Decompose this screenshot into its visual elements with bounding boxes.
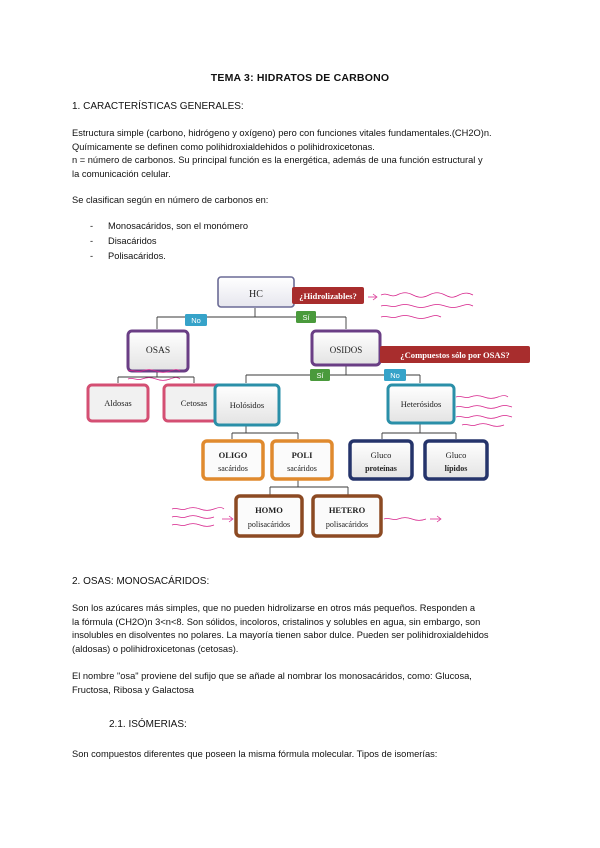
section-2-1-heading: 2.1. ISÓMERIAS: xyxy=(109,719,187,730)
text-line: insolubles en disolventes no polares. La mayoría tienen sabor dulce. Pueden ser polihidroxialdehidos xyxy=(72,630,489,640)
text-line: El nombre "osa" proviene del sufijo que se añade al nombrar los monosacáridos, como: Glucosa, xyxy=(72,671,472,681)
hetero-label: HETERO xyxy=(328,505,366,515)
text-line: la fórmula (CH2O)n 3<n<8. Son sólidos, incoloros, cristalinos y solubles en agua, sin embargo, son xyxy=(72,616,481,627)
glucolipidos-node xyxy=(425,441,487,479)
page-title: TEMA 3: HIDRATOS DE CARBONO xyxy=(210,72,390,84)
si-badge-second xyxy=(310,369,330,381)
section-2-1-paragraph: Son compuestos diferentes que poseen la misma fórmula molecular. Tipos de isomerías: xyxy=(72,749,438,759)
homo-label: HOMO xyxy=(255,505,283,515)
hydrolyzable-question-label: ¿Hidrolizables? xyxy=(299,291,357,301)
homo-sub-label: polisacáridos xyxy=(247,520,291,529)
no-label: No xyxy=(191,316,201,325)
only-osas-question xyxy=(380,346,530,363)
holosidos-node xyxy=(215,385,279,425)
oligosacaridos-node xyxy=(203,441,263,479)
section-2-heading: 2. OSAS: MONOSACÁRIDOS: xyxy=(72,576,210,587)
list-item: - Disacáridos xyxy=(90,234,248,249)
si-badge-top xyxy=(296,311,316,323)
oligo-label: OLIGO xyxy=(218,450,248,460)
only-osas-question-label: ¿Compuestos sólo por OSAS? xyxy=(400,350,510,360)
list-item: - Polisacáridos. xyxy=(90,249,248,264)
si-label: Sí xyxy=(302,313,310,322)
text-line: la comunicación celular. xyxy=(72,168,171,179)
section-2-paragraph-2 xyxy=(72,670,528,697)
poli-label: POLI xyxy=(291,450,313,460)
text-line: Estructura simple (carbono, hidrógeno y oxígeno) pero con funciones vitales fundamentales.(CH2O)n. xyxy=(72,128,492,138)
no-badge-left xyxy=(185,314,207,326)
carbohydrate-classification-diagram xyxy=(72,273,539,545)
hc-node xyxy=(218,277,294,307)
section-2-paragraph-1 xyxy=(72,602,528,656)
section-1-heading: 1. CARACTERÍSTICAS GENERALES: xyxy=(72,101,244,112)
aldosas-node xyxy=(88,385,148,421)
gluco-proteinas-sub-label: proteínas xyxy=(365,464,397,473)
section-1-paragraph-2: Se clasifican según en número de carbonos en: xyxy=(72,195,269,205)
no-badge-second xyxy=(384,369,406,381)
text-line: Químicamente se definen como polihidroxialdehidos o polihidroxicetonas. xyxy=(72,141,375,152)
classification-list xyxy=(90,219,248,264)
holosidos-label: Holósidos xyxy=(229,400,265,410)
hc-label: HC xyxy=(249,289,263,300)
osas-label: OSAS xyxy=(145,346,171,356)
no-label-2: No xyxy=(390,371,400,380)
heterosidos-node xyxy=(388,385,454,423)
polisacaridos-node xyxy=(272,441,332,479)
gluco-lipidos-sub-label: lípidos xyxy=(444,464,468,473)
gluco-proteinas-label: Gluco xyxy=(370,450,392,460)
glucoproteinas-node xyxy=(350,441,412,479)
aldosas-label: Aldosas xyxy=(104,398,132,408)
text-line: Son los azúcares más simples, que no pueden hidrolizarse en otros más pequeños. Responden a xyxy=(72,603,476,613)
homopolisacaridos-node xyxy=(236,496,302,536)
list-item: - Monosacáridos, son el monómero xyxy=(90,219,248,234)
osidos-label: OSIDOS xyxy=(329,345,363,355)
heteropolisacaridos-node xyxy=(313,496,381,536)
hydrolyzable-question xyxy=(292,287,364,304)
text-line: n = número de carbonos. Su principal función es la energética, además de una función estructural y xyxy=(72,155,483,165)
section-1-paragraph-1 xyxy=(72,127,528,181)
text-line: (aldosas) o polihidroxicetonas (cetosas). xyxy=(72,643,239,654)
cetosas-label: Cetosas xyxy=(180,398,208,408)
si-label-2: Sí xyxy=(316,371,324,380)
heterosidos-label: Heterósidos xyxy=(400,399,442,409)
poli-sub-label: sacáridos xyxy=(287,464,317,473)
oligo-sub-label: sacáridos xyxy=(218,464,248,473)
hetero-sub-label: polisacáridos xyxy=(325,520,369,529)
gluco-lipidos-label: Gluco xyxy=(445,450,467,460)
osidos-node xyxy=(312,331,380,365)
text-line: Fructosa, Ribosa y Galactosa xyxy=(72,684,194,695)
osas-node xyxy=(128,331,188,371)
